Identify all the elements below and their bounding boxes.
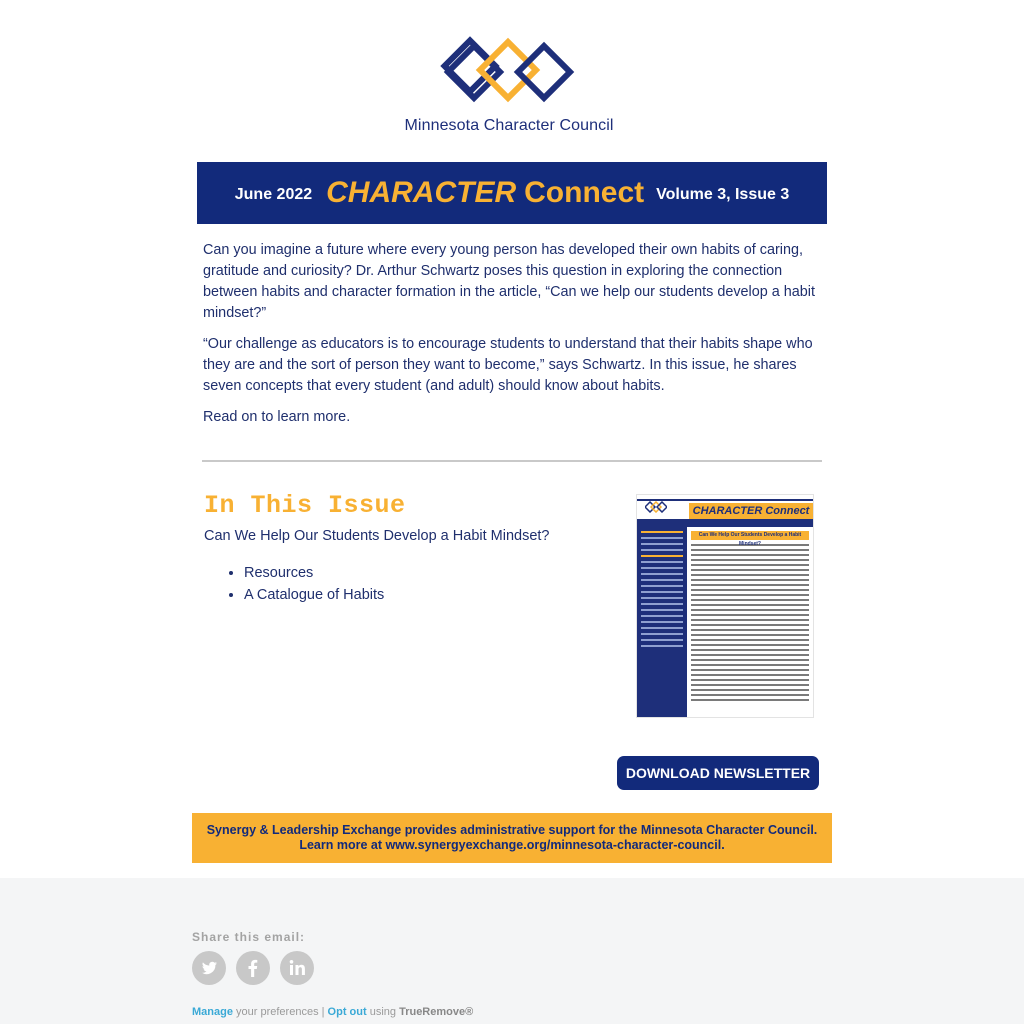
intro-paragraph: Read on to learn more. bbox=[203, 409, 351, 425]
thumbnail-article bbox=[691, 531, 809, 711]
thumbnail-sidebar bbox=[637, 527, 687, 717]
download-newsletter-button[interactable]: DOWNLOAD NEWSLETTER bbox=[617, 756, 819, 790]
thumbnail-logo-icon bbox=[645, 501, 667, 513]
divider bbox=[202, 460, 822, 462]
banner-title-connect: Connect bbox=[524, 176, 645, 209]
issue-contents-list bbox=[224, 562, 384, 606]
intro-paragraph: “Our challenge as educators is to encourage students to understand that their habits shape who they are and the sort of person they want to become,” says Schwartz. In this issue, he shares seven concepts that every student (and adult) should know about habits. bbox=[203, 336, 813, 394]
footer-preferences bbox=[192, 1006, 473, 1018]
newsletter-banner bbox=[197, 162, 827, 224]
newsletter-thumbnail[interactable] bbox=[636, 494, 814, 718]
org-name: Minnesota Character Council bbox=[404, 117, 614, 134]
facebook-icon[interactable] bbox=[236, 951, 270, 985]
issue-date: June 2022 bbox=[234, 185, 313, 203]
support-bar bbox=[192, 813, 832, 863]
list-item: • A Catalogue of Habits bbox=[244, 584, 384, 606]
intro-text bbox=[203, 240, 821, 438]
issue-volume: Volume 3, Issue 3 bbox=[656, 185, 790, 203]
support-line: Synergy & Leadership Exchange provides administrative support for the Minnesota Character Council. bbox=[206, 823, 818, 837]
trueremove-brand[interactable]: TrueRemove® bbox=[399, 1006, 474, 1018]
thumbnail-bar bbox=[637, 519, 813, 527]
share-label: Share this email: bbox=[192, 930, 306, 944]
using-text: using bbox=[366, 1006, 400, 1018]
linkedin-icon[interactable] bbox=[280, 951, 314, 985]
thumbnail-article-title: Can We Help Our Students Develop a Habit Mindset? bbox=[691, 531, 809, 540]
opt-out-link[interactable]: Opt out bbox=[327, 1006, 367, 1018]
email-footer bbox=[0, 878, 1024, 1024]
list-item: • Resources bbox=[244, 562, 384, 584]
twitter-icon[interactable] bbox=[192, 951, 226, 985]
intro-paragraph: Can you imagine a future where every young person has developed their own habits of caring, gratitude and curiosity? Dr. Arthur Schwartz poses this question in exploring the connection between habits and character formation in the article, “Can we help our students develop a habit mindset?” bbox=[203, 242, 815, 321]
thumbnail-title: CHARACTER Connect bbox=[689, 503, 813, 519]
council-logo-icon bbox=[440, 36, 580, 116]
banner-title-character: CHARACTER bbox=[326, 176, 517, 209]
support-link[interactable]: Learn more at www.synergyexchange.org/minnesota-character-council. bbox=[299, 838, 725, 852]
manage-link[interactable]: Manage bbox=[192, 1006, 233, 1018]
in-this-issue-heading: In This Issue bbox=[204, 491, 406, 520]
preferences-text: your preferences | bbox=[232, 1006, 328, 1018]
article-lead: Can We Help Our Students Develop a Habit Mindset? bbox=[204, 528, 550, 544]
